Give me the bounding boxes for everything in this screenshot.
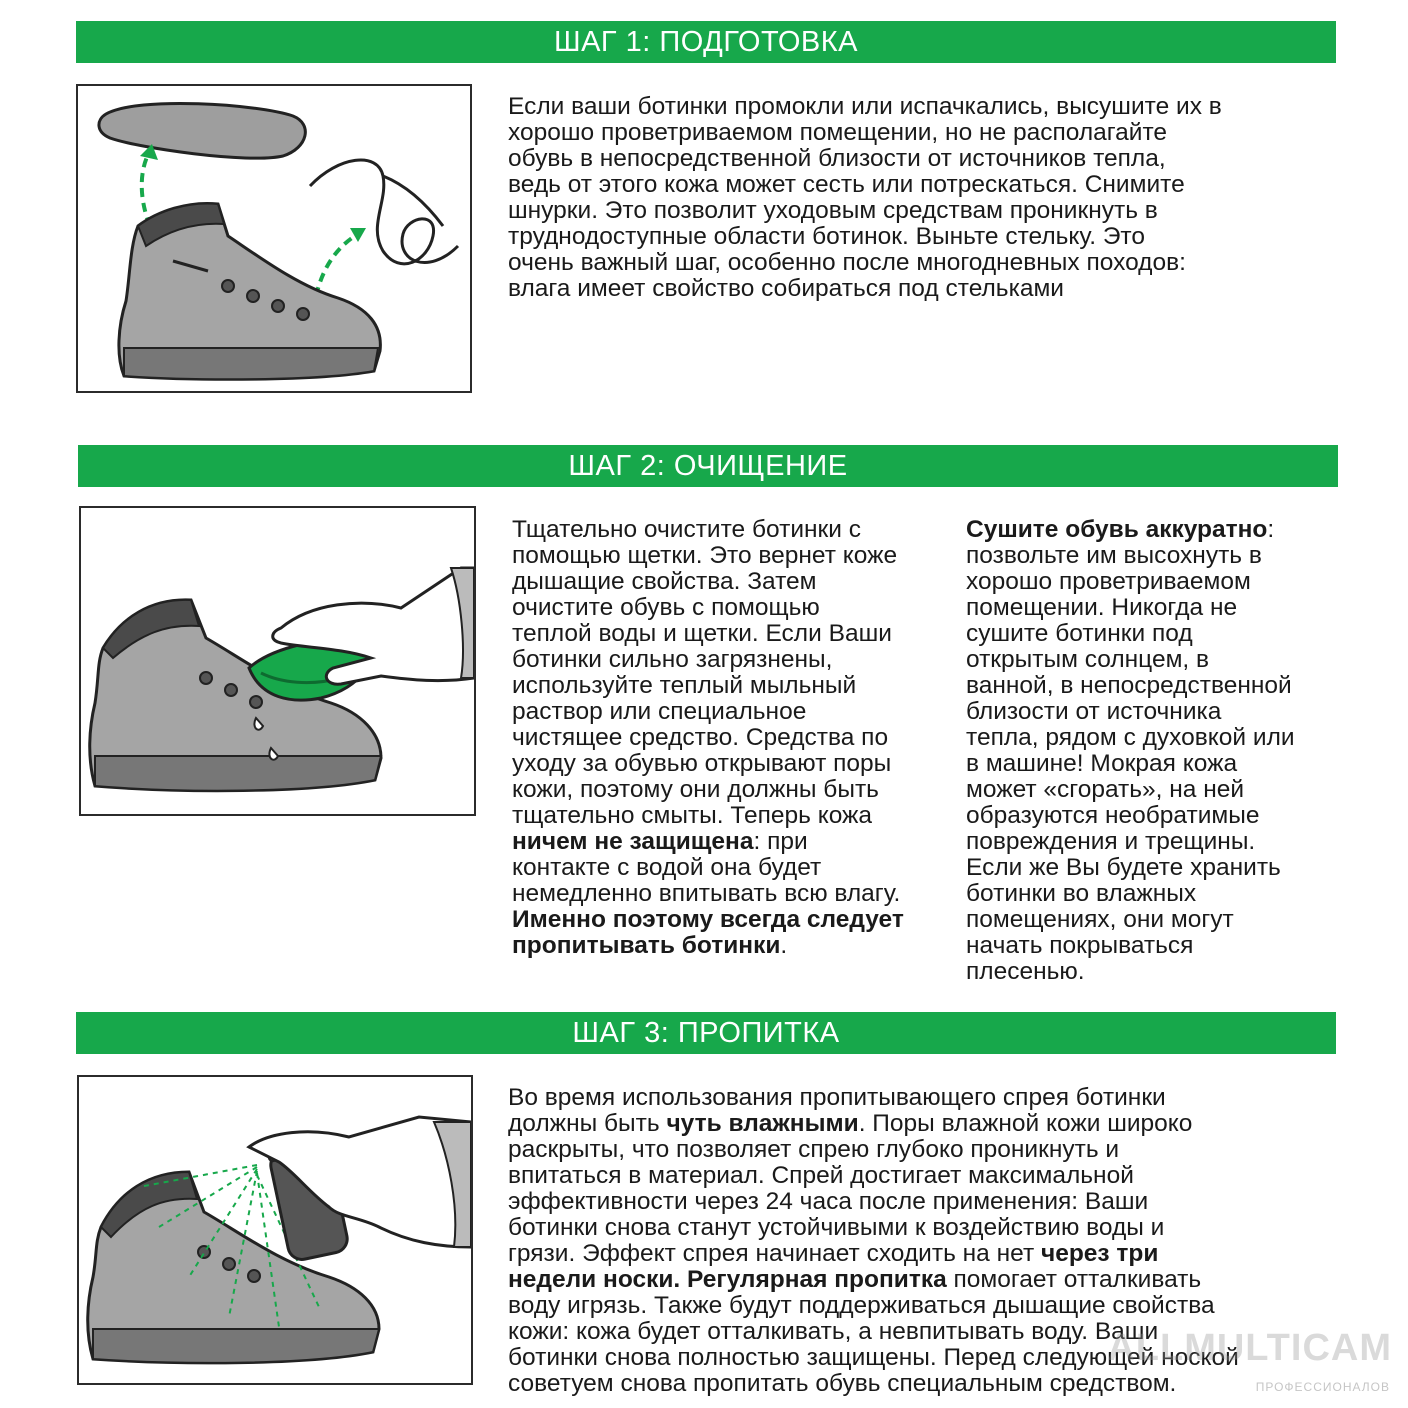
boot-brushing-icon [81,508,474,814]
watermark-brand: ALLMULTICAM [1107,1327,1392,1369]
step1-illustration [76,84,472,393]
step2-right-text [966,517,1346,985]
step1-text-run: Если ваши ботинки промокли или испачкались, высушите их в хорошо проветриваемом помещении, но не располагайте обувь в непосредственной близости от источников тепла, ведь от этого кожа может сесть или потрескаться. Снимите шнурки. Это позволит уходовым средствам проникнуть в труднодоступные области ботинок. Выньте стельку. Это очень важный шаг, особенно после многодневных походов: влага имеет свойство собираться под стельками [508,93,1222,302]
boot-without-laces-icon [78,86,470,391]
step2-right-text-run: Сушите обувь аккуратно [966,516,1268,543]
step2-illustration [79,506,476,816]
step3-header [76,1012,1336,1054]
step3-text-run: помогает отталкивать воду игрязь. Также будут поддерживаться дышащие свойства кожи: кожа будет отталкивать, а невпитывать воду. Ваши ботинки снова полностью защищены. Перед следующей ноской советуем снова пропитать обувь специальным средством. [508,1266,1239,1397]
step3-text-run: . Поры влажной кожи широко раскрыты, что позволяет спрею глубоко проникнуть и впитаться в материал. Спрей достигает максимальной эффективности через 24 часа после применения: Ваши ботинки снова станут устойчивыми к воздействию воды и грязи. Эффект спрея начинает сходить на нет [508,1110,1193,1267]
step3-title: ШАГ 3: ПРОПИТКА [572,1016,840,1049]
step3-text-run: через три недели носки. Регулярная пропитка [508,1240,1159,1293]
step2-left-text-run: Тщательно очистите ботинки с помощью щетки. Это вернет коже дышащие свойства. Затем очистите обувь с помощью теплой воды и щетки. Если Ваши ботинки сильно загрязнены, используйте теплый мыльный раствор или специальное чистящее средство. Средства по уходу за обувью открывают поры кожи, поэтому они должны быть тщательно смыты. Теперь кожа [512,516,898,829]
step3-text-run: чуть влажными [666,1110,859,1137]
step2-right-text-run: : позвольте им высохнуть в хорошо проветриваемом помещении. Никогда не сушите ботинки под открытым солнцем, в ванной, в непосредственной близости от источника тепла, рядом с духовкой или в машине! Мокрая кожа может «сгорать», на ней образуются необратимые повреждения и трещины. Если же Вы будете хранить ботинки во влажных помещениях, они могут начать покрываться плесенью. [966,516,1295,985]
step3-text-run: Во время использования пропитывающего спрея ботинки должны быть [508,1084,1166,1137]
step3-illustration [77,1075,473,1385]
step2-left-text-run: : при контакте с водой она будет немедленно впитывать всю влагу. [512,828,901,907]
step2-header [78,445,1338,487]
step2-title: ШАГ 2: ОЧИЩЕНИЕ [568,449,848,482]
watermark-tagline: ПРОФЕССИОНАЛОВ [1255,1380,1390,1394]
step2-left-text [512,517,942,959]
step1-body-text [508,94,1328,302]
step2-left-text-run: Именно поэтому всегда следует пропитывать ботинки [512,906,904,959]
step2-left-text-run: . [780,932,788,959]
boot-spraying-icon [79,1077,471,1383]
step1-header [76,21,1336,63]
step2-left-text-run: ничем не защищена [512,828,754,855]
step1-title: ШАГ 1: ПОДГОТОВКА [553,25,858,58]
